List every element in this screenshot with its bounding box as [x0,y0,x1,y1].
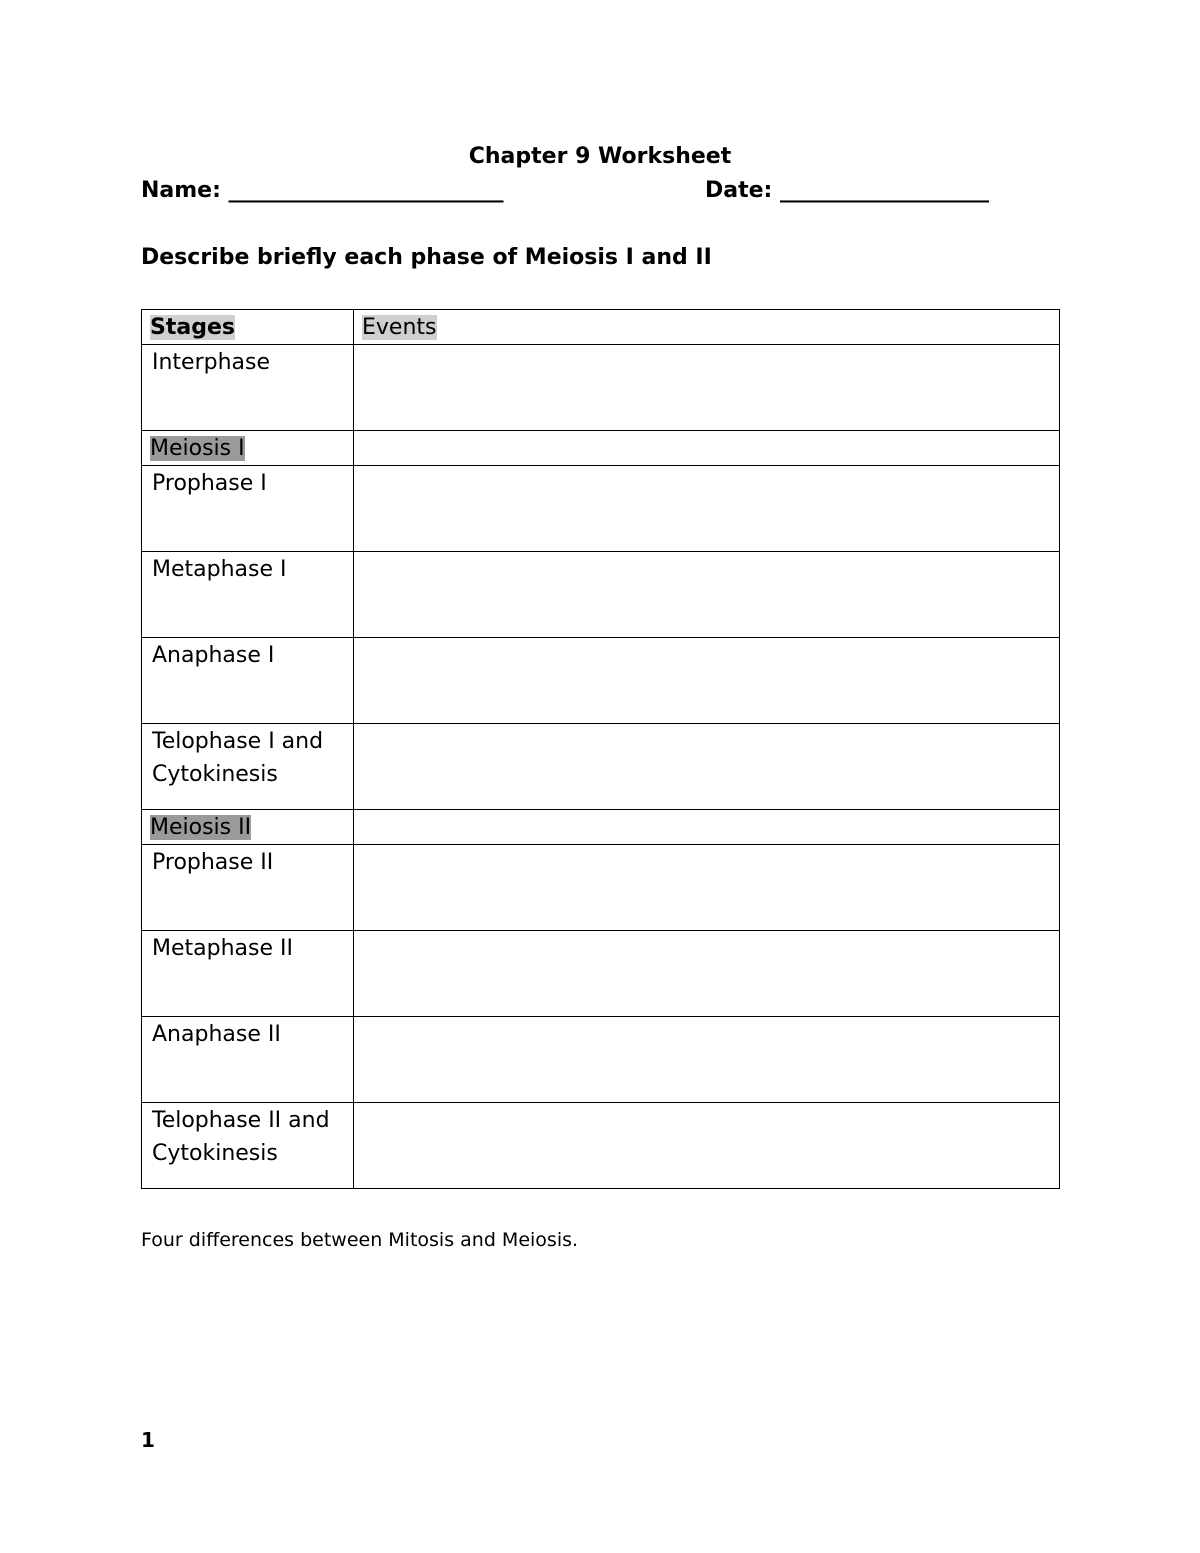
events-cell[interactable] [354,845,1060,931]
section-label: Meiosis II [150,815,252,840]
stage-cell: Anaphase II [142,1017,354,1103]
events-cell[interactable] [354,810,1060,845]
date-field[interactable]: Date: ___________________ [705,178,990,203]
events-header: Events [362,315,437,340]
instruction-heading: Describe briefly each phase of Meiosis I and II [141,245,712,270]
events-cell[interactable] [354,1103,1060,1189]
events-cell[interactable] [354,466,1060,552]
table-row [142,810,1060,845]
section-label: Meiosis I [150,436,245,461]
events-cell[interactable] [354,931,1060,1017]
stage-cell: Interphase [142,345,354,431]
table-header-row [142,310,1060,345]
stages-header-cell [142,310,354,345]
table-row [142,345,1060,431]
stages-header: Stages [150,315,235,340]
events-cell[interactable] [354,1017,1060,1103]
stage-cell: Metaphase II [142,931,354,1017]
table-row [142,1103,1060,1189]
stage-cell: Prophase II [142,845,354,931]
worksheet-title: Chapter 9 Worksheet [468,144,732,169]
stage-cell [142,810,354,845]
events-cell[interactable] [354,345,1060,431]
events-header-cell [354,310,1060,345]
table-row [142,466,1060,552]
events-cell[interactable] [354,552,1060,638]
events-cell[interactable] [354,724,1060,810]
table-row [142,845,1060,931]
table-row [142,552,1060,638]
page-number: 1 [141,1428,155,1452]
table-row [142,431,1060,466]
table-row [142,931,1060,1017]
differences-question: Four differences between Mitosis and Meiosis. [141,1229,579,1251]
stage-cell: Metaphase I [142,552,354,638]
stage-cell: Telophase I and Cytokinesis [142,724,354,810]
events-cell[interactable] [354,638,1060,724]
table-row [142,638,1060,724]
stage-cell: Anaphase I [142,638,354,724]
name-field[interactable]: Name: _________________________ [141,178,504,203]
meiosis-stages-table [141,309,1060,1189]
stage-cell: Telophase II and Cytokinesis [142,1103,354,1189]
table-row [142,1017,1060,1103]
events-cell[interactable] [354,431,1060,466]
stage-cell [142,431,354,466]
stage-cell: Prophase I [142,466,354,552]
table-row [142,724,1060,810]
